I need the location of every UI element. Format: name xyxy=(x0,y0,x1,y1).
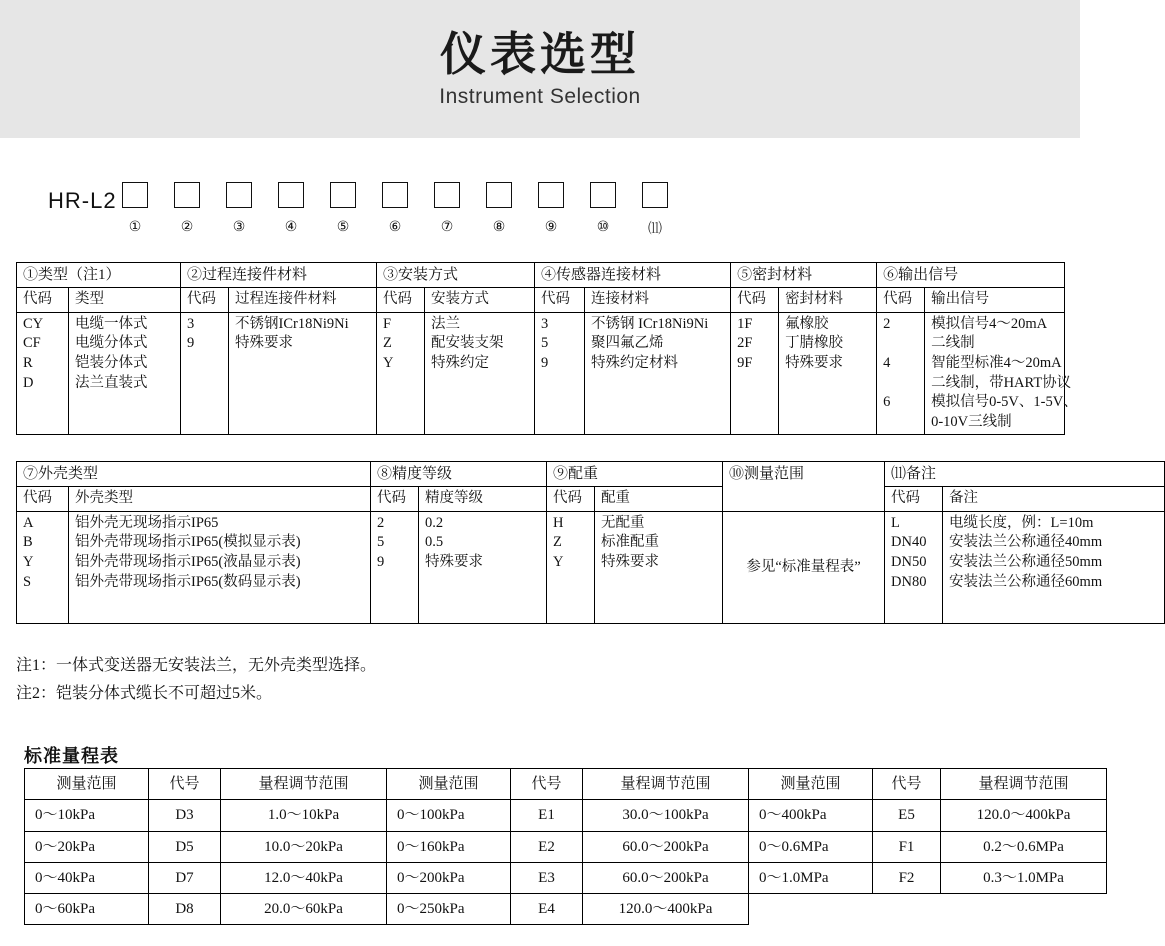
code-cf: CF xyxy=(23,335,41,352)
descs-seal xyxy=(779,312,877,434)
descs-counterweight xyxy=(595,511,723,623)
range-cell: 0～400kPa xyxy=(749,800,873,831)
code-box-number-7: ⑦ xyxy=(440,218,454,234)
descs-process-material xyxy=(229,312,377,434)
desc-r: 铠装分体式 xyxy=(75,354,148,371)
col-desc-4: 连接材料 xyxy=(585,288,731,313)
code-acc-5: 5 xyxy=(377,534,385,551)
code-box-10 xyxy=(590,182,616,208)
code-box-1 xyxy=(122,182,148,208)
code-housing-y: Y xyxy=(23,553,34,570)
descs-housing xyxy=(69,511,371,623)
codes-counterweight xyxy=(547,511,595,623)
code-box-6 xyxy=(382,182,408,208)
descs-sensor-material xyxy=(585,312,731,434)
descs-output xyxy=(925,312,1078,434)
range-cell: E3 xyxy=(511,862,583,893)
col-code-9: 代码 xyxy=(547,487,595,512)
spec1-section-header-row xyxy=(17,263,1065,288)
codes-remark xyxy=(885,511,943,623)
range-col-header-7: 测量范围 xyxy=(749,769,873,800)
desc-d: 法兰直装式 xyxy=(75,374,148,391)
desc-acc-5: 0.5 xyxy=(425,534,444,551)
code-box-7 xyxy=(434,182,460,208)
code-sm-5: 5 xyxy=(541,335,549,352)
code-housing-s: S xyxy=(23,573,32,590)
table-row xyxy=(25,831,1107,862)
range-cell: 20.0～60kPa xyxy=(221,894,387,925)
range-cell: E5 xyxy=(873,800,941,831)
range-cell: E1 xyxy=(511,800,583,831)
col-code-6: 代码 xyxy=(877,288,925,313)
range-cell: 120.0～400kPa xyxy=(583,894,749,925)
code-box-number-3: ③ xyxy=(232,218,246,234)
code-seal-1f: 1F xyxy=(737,315,753,332)
code-housing-a: A xyxy=(23,514,34,531)
code-box-number-4: ④ xyxy=(284,218,298,234)
range-cell: D5 xyxy=(149,831,221,862)
range-cell: 0～250kPa xyxy=(387,894,511,925)
col-desc-2: 过程连接件材料 xyxy=(229,288,377,313)
section-title-remark: ⑾备注 xyxy=(885,462,1165,487)
range-col-header-5: 代号 xyxy=(511,769,583,800)
code-box-9 xyxy=(538,182,564,208)
desc-cw-y: 特殊要求 xyxy=(601,553,660,570)
col-code-11: 代码 xyxy=(885,487,943,512)
model-code-line xyxy=(48,182,748,242)
code-remark-dn80: DN80 xyxy=(891,573,927,590)
col-code-3: 代码 xyxy=(377,288,425,313)
desc-remark-dn40: 安装法兰公称通径40mm xyxy=(949,534,1103,551)
range-cell: 60.0～200kPa xyxy=(583,831,749,862)
desc-sm-3: 不锈钢 ICr18Ni9Ni xyxy=(591,315,709,332)
section-title-output-signal: ⑥输出信号 xyxy=(877,263,1065,288)
desc-housing-y: 铝外壳带现场指示IP65(液晶显示表) xyxy=(75,553,301,570)
code-box-number-1: ① xyxy=(128,218,142,234)
desc-housing-s: 铝外壳带现场指示IP65(数码显示表) xyxy=(75,573,301,590)
desc-sm-5: 聚四氟乙烯 xyxy=(591,335,664,352)
desc-out-6: 0-10V三线制 xyxy=(931,413,1012,430)
spec1-body-row xyxy=(17,312,1065,434)
spec2-section-header-row xyxy=(17,462,1165,487)
range-cell: 0～20kPa xyxy=(25,831,149,862)
table-row xyxy=(25,800,1107,831)
codes-mounting xyxy=(377,312,425,434)
code-remark-dn50: DN50 xyxy=(891,553,927,570)
code-mt-y: Y xyxy=(383,354,394,371)
col-code-4: 代码 xyxy=(535,288,585,313)
range-cell: 0～1.0MPa xyxy=(749,862,873,893)
col-code-7: 代码 xyxy=(17,487,69,512)
desc-out-2: 二线制 xyxy=(931,335,975,352)
notes-block xyxy=(16,652,376,708)
section-title-accuracy: ⑧精度等级 xyxy=(371,462,547,487)
col-code-1: 代码 xyxy=(17,288,69,313)
section-title-housing: ⑦外壳类型 xyxy=(17,462,371,487)
code-box-11 xyxy=(642,182,668,208)
note-2: 注2：铠装分体式缆长不可超过5米。 xyxy=(16,685,273,702)
desc-out-5: 模拟信号0-5V、1-5V、 xyxy=(931,394,1078,411)
desc-cf: 电缆分体式 xyxy=(75,335,148,352)
code-box-8 xyxy=(486,182,512,208)
code-acc-9: 9 xyxy=(377,553,385,570)
range-cell: 0～160kPa xyxy=(387,831,511,862)
range-cell: E4 xyxy=(511,894,583,925)
desc-seal-1f: 氟橡胶 xyxy=(785,315,829,332)
code-box-5 xyxy=(330,182,356,208)
specification-table-upper xyxy=(16,262,1078,435)
range-header-row xyxy=(25,769,1107,800)
codes-sensor-material xyxy=(535,312,585,434)
descs-accuracy xyxy=(419,511,547,623)
codes-type xyxy=(17,312,69,434)
col-desc-3: 安装方式 xyxy=(425,288,535,313)
code-sm-9: 9 xyxy=(541,354,549,371)
range-cell: 12.0～40kPa xyxy=(221,862,387,893)
code-out-6: 6 xyxy=(883,394,891,411)
col-desc-6: 输出信号 xyxy=(925,288,1065,313)
code-out-blank-1 xyxy=(883,334,918,354)
range-col-header-6: 量程调节范围 xyxy=(583,769,749,800)
table-row xyxy=(25,862,1107,893)
range-cell: 120.0～400kPa xyxy=(941,800,1107,831)
range-col-header-3: 量程调节范围 xyxy=(221,769,387,800)
note-1: 注1：一体式变送器无安装法兰，无外壳类型选择。 xyxy=(16,657,377,674)
code-cy: CY xyxy=(23,315,44,332)
col-code-8: 代码 xyxy=(371,487,419,512)
col-desc-9: 配重 xyxy=(595,487,723,512)
code-cw-z: Z xyxy=(553,534,562,551)
section-title-measuring-range: ⑩测量范围 xyxy=(723,462,885,512)
desc-acc-2: 0.2 xyxy=(425,514,444,531)
range-col-header-2: 代号 xyxy=(149,769,221,800)
section-title-counterweight: ⑨配重 xyxy=(547,462,723,487)
code-box-number-2: ② xyxy=(180,218,194,234)
desc-remark-dn80: 安装法兰公称通径60mm xyxy=(949,573,1103,590)
code-out-4: 4 xyxy=(883,354,891,371)
desc-mt-z: 配安装支架 xyxy=(431,335,504,352)
descs-type xyxy=(69,312,181,434)
code-mt-f: F xyxy=(383,315,392,332)
range-cell: 0.2～0.6MPa xyxy=(941,831,1107,862)
desc-pm-9: 特殊要求 xyxy=(235,335,294,352)
desc-cw-h: 无配重 xyxy=(601,514,645,531)
range-cell: F2 xyxy=(873,862,941,893)
code-box-number-6: ⑥ xyxy=(388,218,402,234)
col-desc-8: 精度等级 xyxy=(419,487,547,512)
desc-mt-f: 法兰 xyxy=(431,315,461,332)
section-title-sensor-connection-material: ④传感器连接材料 xyxy=(535,263,731,288)
range-cell: D7 xyxy=(149,862,221,893)
desc-cy: 电缆一体式 xyxy=(75,315,148,332)
range-cell-empty xyxy=(873,894,941,925)
range-cell: D3 xyxy=(149,800,221,831)
desc-housing-b: 铝外壳带现场指示IP65(模拟显示表) xyxy=(75,534,301,551)
codes-output xyxy=(877,312,925,434)
range-cell: 0～60kPa xyxy=(25,894,149,925)
codes-process-material xyxy=(181,312,229,434)
code-box-number-8: ⑧ xyxy=(492,218,506,234)
desc-cw-z: 标准配重 xyxy=(601,534,660,551)
descs-remark xyxy=(943,511,1165,623)
standard-range-table xyxy=(24,768,1107,925)
range-table-title: 标准量程表 xyxy=(24,746,119,766)
code-seal-2f: 2F xyxy=(737,335,753,352)
code-remark-dn40: DN40 xyxy=(891,534,927,551)
col-code-2: 代码 xyxy=(181,288,229,313)
col-code-5: 代码 xyxy=(731,288,779,313)
code-mt-z: Z xyxy=(383,335,392,352)
range-cell: 1.0～10kPa xyxy=(221,800,387,831)
range-col-header-9: 量程调节范围 xyxy=(941,769,1107,800)
range-cell: 0～100kPa xyxy=(387,800,511,831)
measuring-range-note: 参见“标准量程表” xyxy=(723,511,885,623)
range-cell: 30.0～100kPa xyxy=(583,800,749,831)
code-box-3 xyxy=(226,182,252,208)
descs-mounting xyxy=(425,312,535,434)
range-cell: D8 xyxy=(149,894,221,925)
range-col-header-8: 代号 xyxy=(873,769,941,800)
codes-seal xyxy=(731,312,779,434)
page-banner xyxy=(0,0,1080,138)
code-sm-3: 3 xyxy=(541,315,549,332)
range-cell-empty xyxy=(941,894,1107,925)
section-title-type: ①类型（注1） xyxy=(17,263,181,288)
range-cell: 0～200kPa xyxy=(387,862,511,893)
table-row xyxy=(25,894,1107,925)
code-out-blank-3 xyxy=(883,413,918,433)
code-box-number-9: ⑨ xyxy=(544,218,558,234)
range-cell: F1 xyxy=(873,831,941,862)
col-desc-5: 密封材料 xyxy=(779,288,877,313)
codes-accuracy xyxy=(371,511,419,623)
range-cell: 0.3～1.0MPa xyxy=(941,862,1107,893)
desc-remark-dn50: 安装法兰公称通径50mm xyxy=(949,553,1103,570)
code-r: R xyxy=(23,354,33,371)
codes-housing xyxy=(17,511,69,623)
desc-out-3: 智能型标准4～20mA xyxy=(931,354,1062,371)
code-box-2 xyxy=(174,182,200,208)
range-cell: E2 xyxy=(511,831,583,862)
desc-out-4: 二线制，带HART协议 xyxy=(931,374,1072,391)
page-title: 仪表选型 xyxy=(440,27,640,80)
code-d: D xyxy=(23,374,34,391)
col-desc-11: 备注 xyxy=(943,487,1165,512)
code-pm-3: 3 xyxy=(187,315,195,332)
section-title-mounting: ③安装方式 xyxy=(377,263,535,288)
spec1-column-header-row xyxy=(17,288,1065,313)
desc-seal-9f: 特殊要求 xyxy=(785,354,844,371)
code-housing-b: B xyxy=(23,534,33,551)
code-box-number-5: ⑤ xyxy=(336,218,350,234)
code-cw-y: Y xyxy=(553,553,564,570)
code-out-blank-2 xyxy=(883,374,918,394)
page-subtitle: Instrument Selection xyxy=(439,85,641,109)
spec2-body-row xyxy=(17,511,1165,623)
spec2-column-header-row xyxy=(17,487,1165,512)
code-cw-h: H xyxy=(553,514,564,531)
code-box-4 xyxy=(278,182,304,208)
desc-remark-l: 电缆长度，例：L=10m xyxy=(949,514,1094,531)
desc-mt-y: 特殊约定 xyxy=(431,354,490,371)
code-remark-l: L xyxy=(891,514,900,531)
range-col-header-4: 测量范围 xyxy=(387,769,511,800)
range-cell: 60.0～200kPa xyxy=(583,862,749,893)
desc-out-1: 模拟信号4～20mA xyxy=(931,315,1048,332)
section-title-process-connection-material: ②过程连接件材料 xyxy=(181,263,377,288)
code-box-number-11: ⑾ xyxy=(648,220,662,236)
code-out-2: 2 xyxy=(883,315,891,332)
range-col-header-1: 测量范围 xyxy=(25,769,149,800)
desc-sm-9: 特殊约定材料 xyxy=(591,354,679,371)
desc-seal-2f: 丁腈橡胶 xyxy=(785,335,844,352)
range-cell: 0～0.6MPa xyxy=(749,831,873,862)
col-desc-7: 外壳类型 xyxy=(69,487,371,512)
code-pm-9: 9 xyxy=(187,335,195,352)
specification-table-lower xyxy=(16,461,1103,624)
desc-pm-3: 不锈钢ICr18Ni9Ni xyxy=(235,315,349,332)
range-cell-empty xyxy=(749,894,873,925)
code-box-number-10: ⑩ xyxy=(596,218,610,234)
section-title-seal-material: ⑤密封材料 xyxy=(731,263,877,288)
range-cell: 0～10kPa xyxy=(25,800,149,831)
range-cell: 0～40kPa xyxy=(25,862,149,893)
col-desc-1: 类型 xyxy=(69,288,181,313)
range-cell: 10.0～20kPa xyxy=(221,831,387,862)
model-prefix: HR-L2 xyxy=(48,188,117,213)
desc-housing-a: 铝外壳无现场指示IP65 xyxy=(75,514,219,531)
code-acc-2: 2 xyxy=(377,514,385,531)
code-seal-9f: 9F xyxy=(737,354,753,371)
desc-acc-9: 特殊要求 xyxy=(425,553,484,570)
